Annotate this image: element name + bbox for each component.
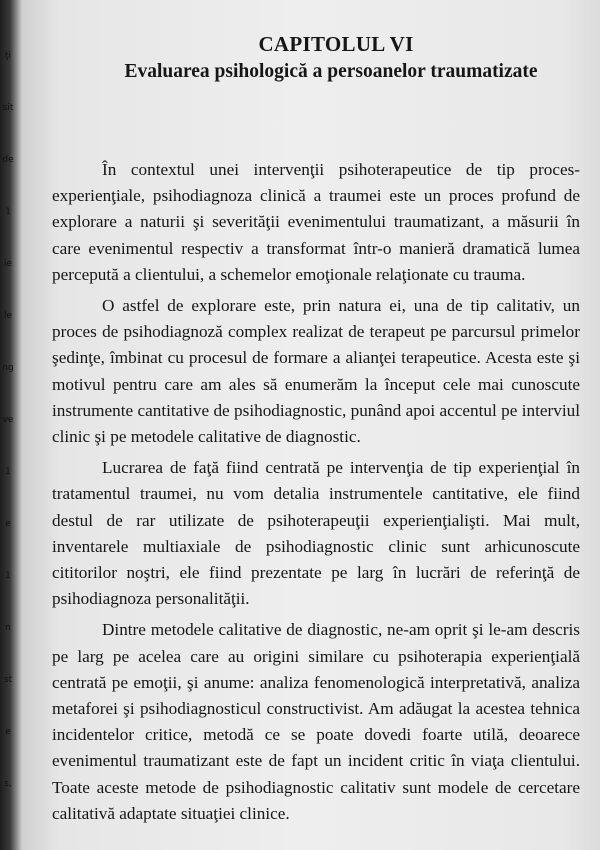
margin-fragment: st [3, 675, 13, 685]
previous-page-margin [0, 30, 16, 790]
body-text [52, 157, 580, 827]
margin-fragment: ţi [4, 51, 12, 61]
margin-fragment: s, [4, 779, 12, 789]
margin-fragment: e [5, 519, 11, 529]
page-content [52, 32, 580, 832]
margin-fragment: n [5, 623, 11, 633]
margin-fragment: ve [2, 415, 14, 425]
margin-fragment: ng [2, 363, 14, 373]
margin-fragment: 1 [5, 467, 11, 477]
paragraph: O astfel de explorare este, prin natura ei, una de tip calitativ, un proces de psihodiagnoză complex realizat de terapeut pe parcursul primelor şedinţe, îmbinat cu procesul de formare a alianţei terapeutice. Acesta este şi motivul pentru care am ales să enumerăm la început cele mai cunoscute instrumente cantitative de psihodiagnostic, punând apoi accentul pe interviul clinic şi pe metodele calitative de diagnostic. [52, 296, 580, 447]
margin-fragment: 1 [5, 207, 11, 217]
chapter-heading: CAPITOLUL VI [258, 32, 414, 56]
margin-fragment: ie [3, 259, 13, 269]
margin-fragment: le [3, 311, 13, 321]
margin-fragment: e [5, 727, 11, 737]
paragraph: În contextul unei intervenţii psihoterapeutice de tip proces-experienţiale, psihodiagnoza clinică a traumei este un proces profund de explorare a naturii şi severităţii evenimentului traumatizant, a măsurii în care evenimentul respectiv a transformat într-o manieră dramatică lumea percepută a clientului, a schemelor emoţionale relaţionate cu trauma. [52, 160, 580, 284]
margin-fragment: sit [2, 103, 14, 113]
chapter-title: Evaluarea psihologică a persoanelor traumatizate [124, 61, 538, 82]
paragraph: Lucrarea de faţă fiind centrată pe intervenţia de tip experienţial în tratamentul traumei, nu vom detalia instrumentele cantitative, ele fiind destul de rar utilizate de psihoterapeuţii experienţialişti. Mai mult, inventarele multiaxiale de psihodiagnostic clinic sunt arhicunoscute cititorilor noştri, ele fiind prezentate pe larg în lucrări de referinţă de psihodiagnoza personalităţii. [52, 458, 580, 609]
paragraph: Dintre metodele calitative de diagnostic, ne-am oprit şi le-am descris pe larg pe acelea care au origini similare cu psihoterapia experienţială centrată pe emoţii, şi anume: analiza fenomenologică interpretativă, analiza metaforei şi psihodiagnosticul constructivist. Am adăugat la acestea tehnica incidentelor critice, metodă ce se poate dovedi foarte utilă, deoarece evenimentul traumatizant este de fapt un incident critic în viaţa clientului. Toate aceste metode de psihodiagnostic calitativ sunt modele de cercetare calitativă adaptate situaţiei clinice. [52, 620, 580, 823]
margin-fragment: 1 [5, 571, 11, 581]
margin-fragment: de [2, 155, 14, 165]
